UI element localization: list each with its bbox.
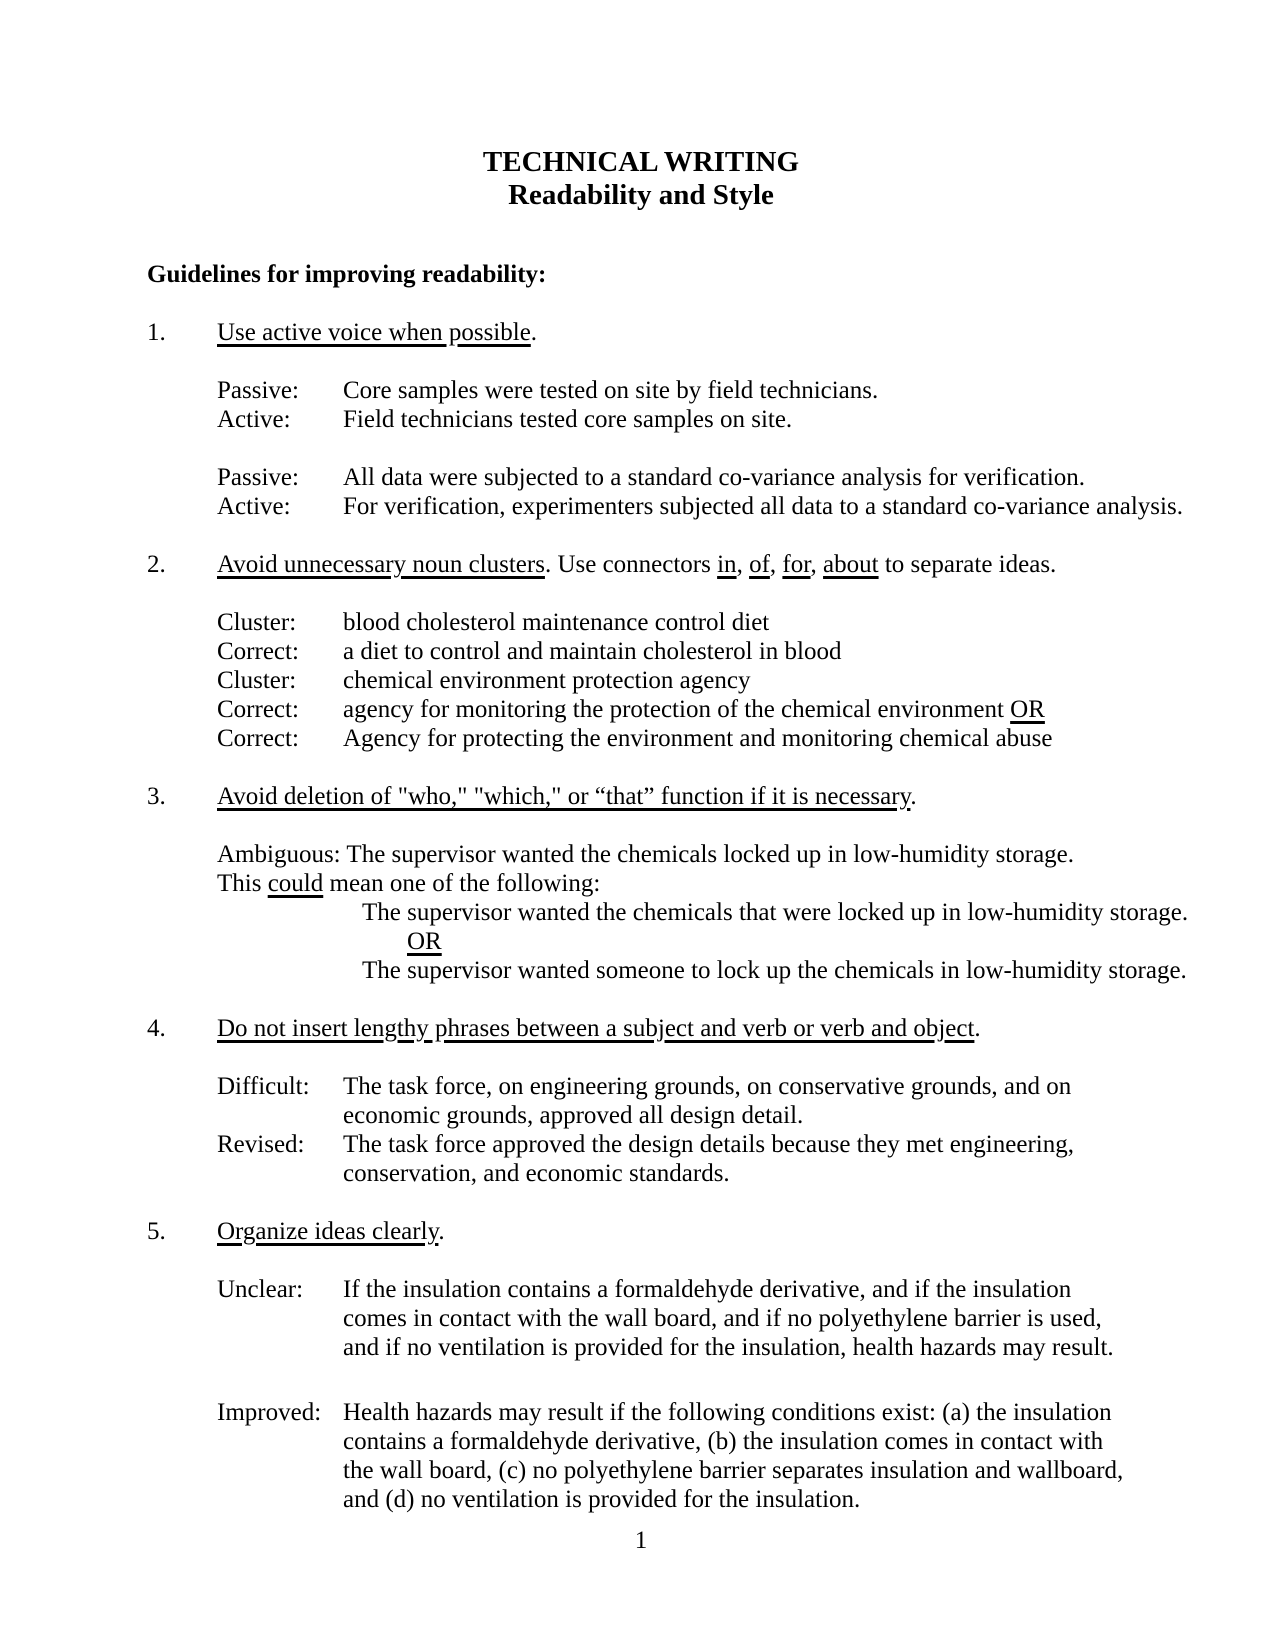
example-label: Passive: — [217, 464, 299, 491]
guideline-3-number: 3. — [147, 783, 166, 810]
guideline-2-heading-row — [147, 550, 1135, 579]
example-row — [147, 1398, 1135, 1514]
example-row — [147, 695, 1135, 724]
guideline-4-heading-row — [147, 1014, 1135, 1043]
guideline-3-heading-period: . — [910, 783, 917, 810]
guideline-1-heading-row — [147, 318, 1135, 347]
example-text-main: agency for monitoring the protection of the chemical environment — [343, 696, 1011, 723]
guideline-1-example-pair-2 — [147, 463, 1183, 521]
could-line-post: mean one of the following: — [323, 870, 601, 897]
guideline-2-heading-tail: to separate ideas. — [878, 551, 1057, 578]
example-text: The task force approved the design details because they met engineering, conservation, and economic standards. — [343, 1131, 1074, 1187]
separator: , — [769, 551, 783, 578]
example-text: chemical environment protection agency — [343, 667, 751, 694]
example-label: Correct: — [217, 638, 299, 665]
example-row — [147, 492, 1183, 521]
guideline-5-heading — [217, 1217, 445, 1246]
example-label: Correct: — [217, 696, 299, 723]
example-text: blood cholesterol maintenance control diet — [343, 609, 770, 636]
example-label: Cluster: — [217, 667, 297, 694]
guideline-1-heading-period: . — [530, 319, 538, 346]
could-line-pre: This — [217, 870, 268, 897]
example-text: All data were subjected to a standard co-variance analysis for verification. — [343, 464, 1086, 491]
guideline-5-number: 5. — [147, 1218, 166, 1245]
guideline-5-heading-text: Organize ideas clearly — [217, 1218, 439, 1245]
example-label: Passive: — [217, 377, 299, 404]
could-word: could — [267, 870, 324, 897]
example-label: Active: — [217, 406, 291, 433]
example-row — [147, 376, 1135, 405]
could-line — [147, 869, 1135, 898]
example-label: Difficult: — [217, 1073, 310, 1100]
example-label: Active: — [217, 493, 291, 520]
guideline-5-heading-period: . — [438, 1218, 445, 1245]
guideline-1-heading-text: Use active voice when possible — [217, 319, 531, 346]
guideline-1-number: 1. — [147, 319, 166, 346]
guideline-2-heading-mid: . Use connectors — [544, 551, 718, 578]
separator: , — [736, 551, 750, 578]
example-row — [147, 608, 1135, 637]
option-line-2: The supervisor wanted someone to lock up the chemicals in low-humidity storage. — [362, 957, 1187, 984]
guideline-3-heading-row — [147, 782, 1135, 811]
or-line — [147, 927, 1135, 956]
option-line-1: The supervisor wanted the chemicals that were locked up in low-humidity storage. — [362, 899, 1189, 926]
example-text: a diet to control and maintain cholesterol in blood — [343, 638, 842, 665]
section-heading: Guidelines for improving readability: — [147, 261, 547, 288]
example-row — [147, 724, 1135, 753]
guideline-4-heading — [217, 1014, 981, 1043]
guideline-5-heading-row — [147, 1217, 1135, 1246]
ambiguous-line: Ambiguous: The supervisor wanted the chemicals locked up in low-humidity storage. — [217, 841, 1075, 868]
example-label: Cluster: — [217, 609, 297, 636]
example-row — [147, 405, 1135, 434]
document-title — [147, 146, 1135, 212]
guideline-5-improved — [147, 1398, 1135, 1514]
example-label: Correct: — [217, 725, 299, 752]
guideline-2-number: 2. — [147, 551, 166, 578]
guideline-4-examples — [147, 1072, 1135, 1188]
guideline-3-body — [147, 840, 1189, 985]
example-row — [147, 463, 1135, 492]
separator: , — [810, 551, 824, 578]
example-text: If the insulation contains a formaldehyde derivative, and if the insulation comes in contact with the wall board, and if no polyethylene barrier is used, and if no ventilation is provided for the insulation, health hazards may result. — [343, 1276, 1114, 1361]
or-connector: OR — [407, 928, 442, 955]
example-label: Unclear: — [217, 1276, 304, 1303]
example-text: Health hazards may result if the following conditions exist: (a) the insulation contains a formaldehyde derivative, (b) the insulation comes in contact with the wall board, (c) no polyethylene barrier separates insulation and wallboard, and (d) no ventilation is provided for the insulation. — [343, 1399, 1124, 1513]
connector-word: of — [749, 551, 770, 578]
connector-word: in — [717, 551, 737, 578]
guideline-3-heading-text: Avoid deletion of "who," "which," or “that” function if it is necessary — [217, 783, 911, 810]
connector-word: for — [782, 551, 811, 578]
guideline-5-unclear — [147, 1275, 1135, 1362]
or-connector: OR — [1010, 696, 1045, 723]
guideline-2-heading — [217, 550, 1056, 579]
example-text: Field technicians tested core samples on site. — [343, 406, 793, 433]
example-text: Core samples were tested on site by field technicians. — [343, 377, 879, 404]
example-text: Agency for protecting the environment and monitoring chemical abuse — [343, 725, 1053, 752]
guideline-2-heading-text: Avoid unnecessary noun clusters — [217, 551, 545, 578]
guideline-4-number: 4. — [147, 1015, 166, 1042]
guideline-2-examples — [147, 608, 1135, 753]
guideline-1-heading — [217, 318, 537, 347]
example-row — [147, 666, 1135, 695]
title-line-2: Readability and Style — [508, 179, 774, 211]
example-text: The task force, on engineering grounds, on conservative grounds, and on economic grounds, approved all design detail. — [343, 1073, 1072, 1129]
guideline-1-example-pair-1 — [147, 376, 1135, 434]
example-row — [147, 637, 1135, 666]
example-row — [147, 1275, 1135, 1362]
example-row — [147, 1130, 1135, 1188]
example-label: Revised: — [217, 1131, 305, 1158]
example-label: Improved: — [217, 1399, 322, 1426]
title-line-1: TECHNICAL WRITING — [482, 146, 800, 178]
guideline-4-heading-period: . — [974, 1015, 981, 1042]
example-text — [343, 695, 1045, 724]
guideline-4-heading-text: Do not insert lengthy phrases between a subject and verb or verb and object — [217, 1015, 975, 1042]
page-number: 1 — [634, 1527, 648, 1554]
connector-word: about — [823, 551, 879, 578]
guideline-3-heading — [217, 782, 917, 811]
example-row — [147, 1072, 1135, 1130]
example-text: For verification, experimenters subjected all data to a standard co-variance analysis. — [343, 493, 1183, 520]
